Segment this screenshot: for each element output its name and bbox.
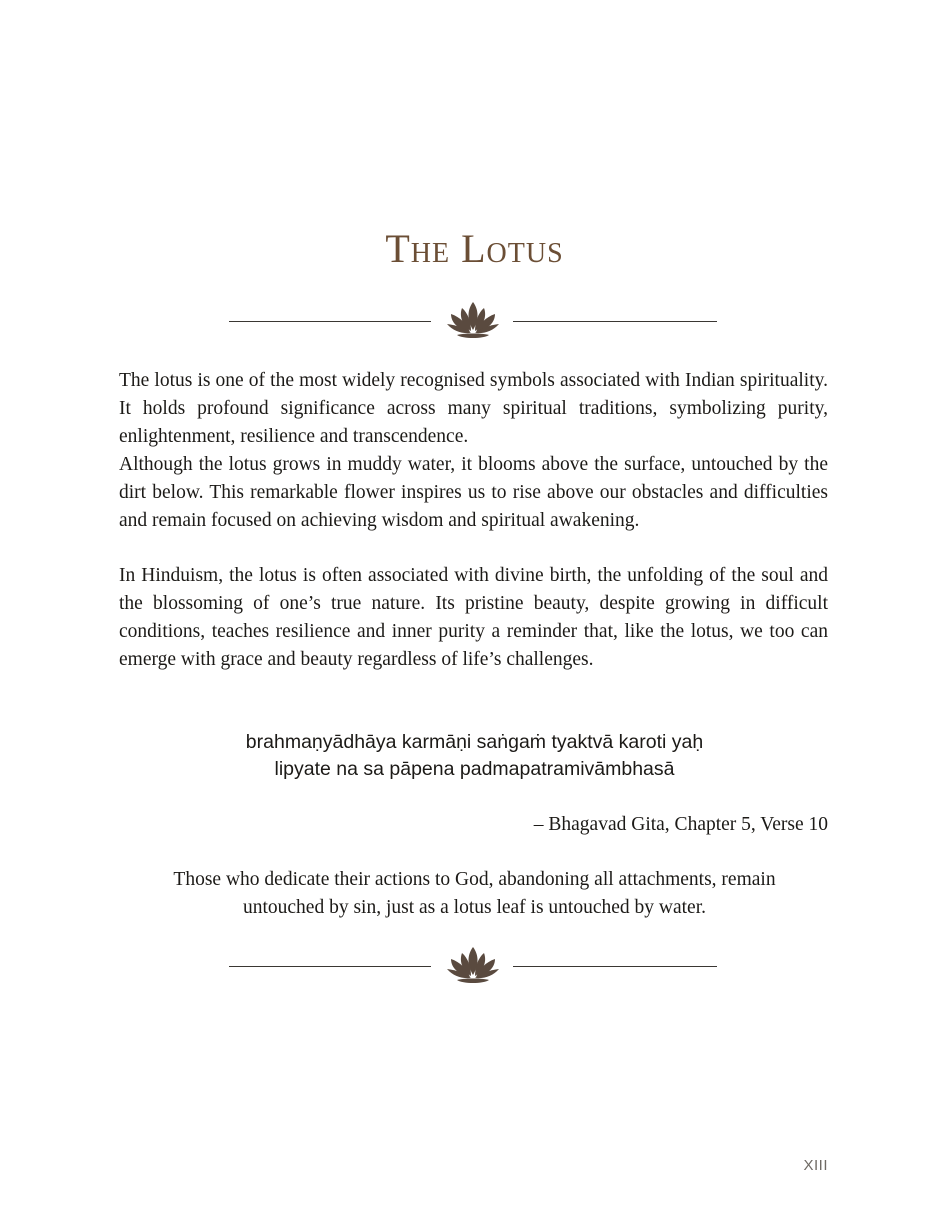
lotus-icon	[445, 298, 501, 342]
paragraph-hinduism: In Hinduism, the lotus is often associated with divine birth, the unfolding of the soul and the blossoming of one’s true nature. Its pristine beauty, despite growing in difficult conditions, teaches resilience and inner purity a reminder that, like the lotus, we too can emerge with grace and beauty regardless of life’s challenges.	[119, 565, 828, 670]
bottom-ornament-divider	[229, 943, 717, 991]
verse-line-1: brahmaṇyādhāya karmāṇi saṅgaṁ tyaktvā karoti yaḥ	[245, 731, 704, 753]
divider-line-left	[229, 321, 431, 322]
paragraph-intro: The lotus is one of the most widely recognised symbols associated with Indian spirituality. It holds profound significance across many spiritual traditions, symbolizing purity, enlightenment, resilience and transcendence.	[119, 370, 828, 447]
divider-line-right	[513, 321, 717, 322]
translation-line-1: Those who dedicate their actions to God, abandoning all attachments, remain	[173, 869, 776, 890]
top-ornament-divider	[229, 298, 717, 346]
page-title: The Lotus	[385, 226, 564, 271]
sanskrit-verse	[0, 729, 949, 783]
divider-line-right	[513, 966, 717, 967]
page-number: XIII	[803, 1157, 828, 1174]
lotus-icon	[445, 943, 501, 987]
verse-line-2: lipyate na sa pāpena padmapatramivāmbhasā	[274, 758, 675, 780]
verse-citation: – Bhagavad Gita, Chapter 5, Verse 10	[533, 814, 828, 835]
paragraph-muddy-water: Although the lotus grows in muddy water, it blooms above the surface, untouched by the dirt below. This remarkable flower inspires us to rise above our obstacles and difficulties and remain focused on achieving wisdom and spiritual awakening.	[119, 454, 828, 531]
divider-line-left	[229, 966, 431, 967]
verse-translation	[0, 866, 949, 922]
translation-line-2: untouched by sin, just as a lotus leaf is untouched by water.	[242, 897, 707, 918]
